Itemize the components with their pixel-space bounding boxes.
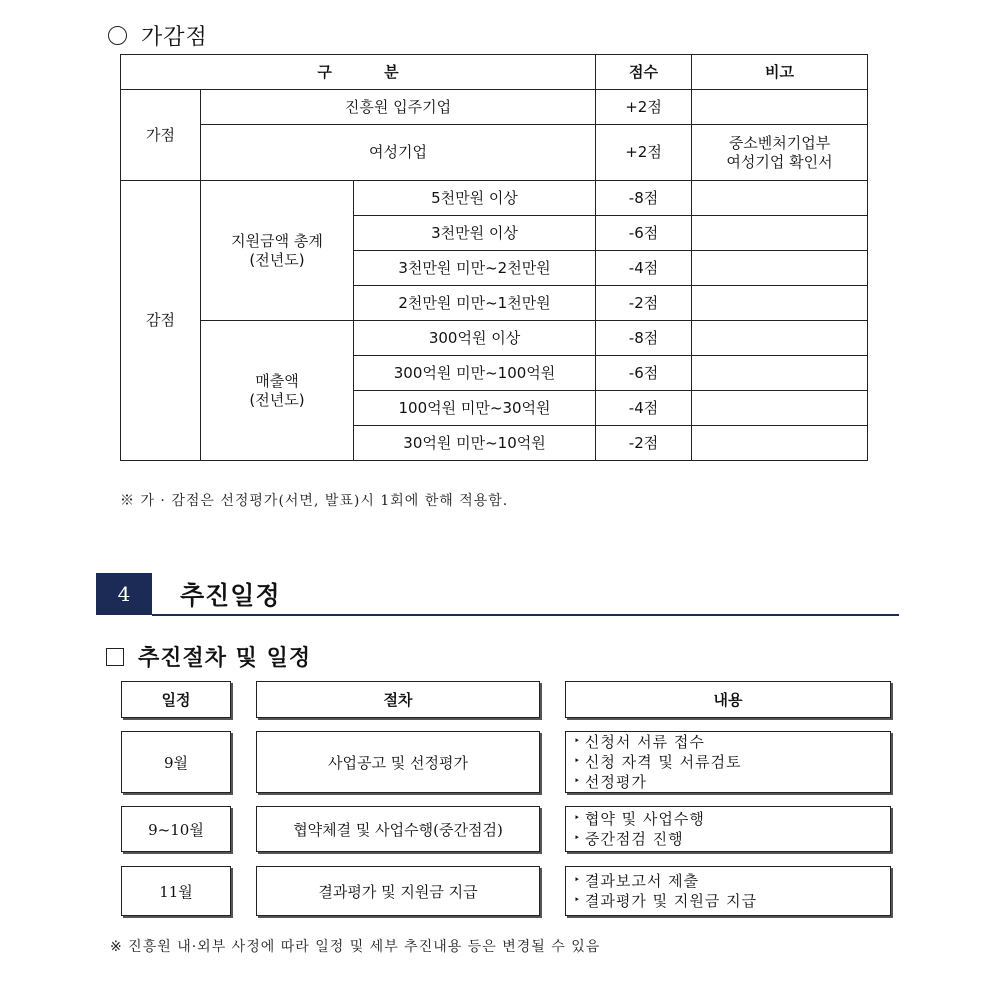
row-score: +2점 [596,90,692,125]
minus-label: 감점 [121,181,201,461]
row-note [692,356,868,391]
row-score: -6점 [596,356,692,391]
content-list [574,809,705,849]
list-item: ‣ 협약 및 사업수행 [574,809,705,829]
row-score: -2점 [596,426,692,461]
list-item: ‣ 결과평가 및 지원금 지급 [574,891,757,911]
schedule-footnote: ※ 진흥원 내·외부 사정에 따라 일정 및 세부 추진내용 등은 변경될 수 있음 [110,939,601,955]
schedule-date-cell: 9~10월 [121,806,231,852]
row-score: -6점 [596,216,692,251]
schedule-process-cell: 사업공고 및 선정평가 [256,731,540,793]
note-line: 중소벤처기업부 [728,133,831,152]
table-header-row [121,55,868,90]
content-list [574,871,757,911]
row-score: -8점 [596,321,692,356]
row-item: 2천만원 미만~1천만원 [354,286,596,321]
subsection-title [106,641,311,672]
row-score: -8점 [596,181,692,216]
table-row [121,321,868,356]
row-item: 3천만원 미만~2천만원 [354,251,596,286]
row-item: 300억원 이상 [354,321,596,356]
row-note [692,90,868,125]
row-score: -4점 [596,251,692,286]
row-item: 여성기업 [201,125,596,181]
row-note [692,181,868,216]
section-heading: 추진일정 [180,581,281,610]
schedule-header-date: 일정 [121,681,231,718]
list-item: ‣ 신청 자격 및 서류검토 [574,752,742,772]
note-line: 여성기업 확인서 [726,152,833,171]
section-number-badge: 4 [96,573,152,615]
group-label-line: (전년도) [249,390,305,409]
plus-label: 가점 [121,90,201,181]
group-label-sales [201,321,354,461]
row-note [692,426,868,461]
row-note [692,216,868,251]
schedule-header-content: 내용 [565,681,891,718]
schedule-process-cell: 협약체결 및 사업수행(중간점검) [256,806,540,852]
schedule-header-process: 절차 [256,681,540,718]
row-item: 5천만원 이상 [354,181,596,216]
table-row [121,125,868,181]
row-score: -2점 [596,286,692,321]
circle-bullet-icon [108,26,127,45]
row-item: 30억원 미만~10억원 [354,426,596,461]
header-category: 구 분 [121,55,596,90]
row-note [692,391,868,426]
schedule-content-cell [565,806,891,852]
list-item: ‣ 결과보고서 제출 [574,871,757,891]
group-label-line: 매출액 [255,371,299,390]
row-note [692,251,868,286]
schedule-process-cell: 결과평가 및 지원금 지급 [256,866,540,916]
schedule-content-cell [565,731,891,793]
row-score: -4점 [596,391,692,426]
bonus-penalty-table [120,54,868,461]
table-row [121,90,868,125]
subsection-title-text: 추진절차 및 일정 [138,646,312,671]
header-note: 비고 [692,55,868,90]
schedule-content-cell [565,866,891,916]
heading-underline [152,614,899,616]
section-title-text: 가감점 [141,25,208,50]
row-score: +2점 [596,125,692,181]
header-score: 점수 [596,55,692,90]
group-label-support [201,181,354,321]
row-note [692,321,868,356]
section-title-bonus-penalty [108,20,208,51]
schedule-date-cell: 11월 [121,866,231,916]
row-item: 100억원 미만~30억원 [354,391,596,426]
row-note [692,125,868,181]
list-item: ‣ 선정평가 [574,772,742,792]
schedule-date-cell: 9월 [121,731,231,793]
row-item: 3천만원 이상 [354,216,596,251]
bonus-penalty-footnote: ※ 가 · 감점은 선정평가(서면, 발표)시 1회에 한해 적용함. [120,493,509,509]
list-item: ‣ 신청서 서류 접수 [574,732,742,752]
list-item: ‣ 중간점검 진행 [574,829,705,849]
square-bullet-icon [106,648,124,666]
row-item: 진흥원 입주기업 [201,90,596,125]
group-label-line: 지원금액 총계 [231,231,323,250]
group-label-line: (전년도) [249,250,305,269]
row-note [692,286,868,321]
row-item: 300억원 미만~100억원 [354,356,596,391]
table-row [121,181,868,216]
content-list [574,732,742,792]
